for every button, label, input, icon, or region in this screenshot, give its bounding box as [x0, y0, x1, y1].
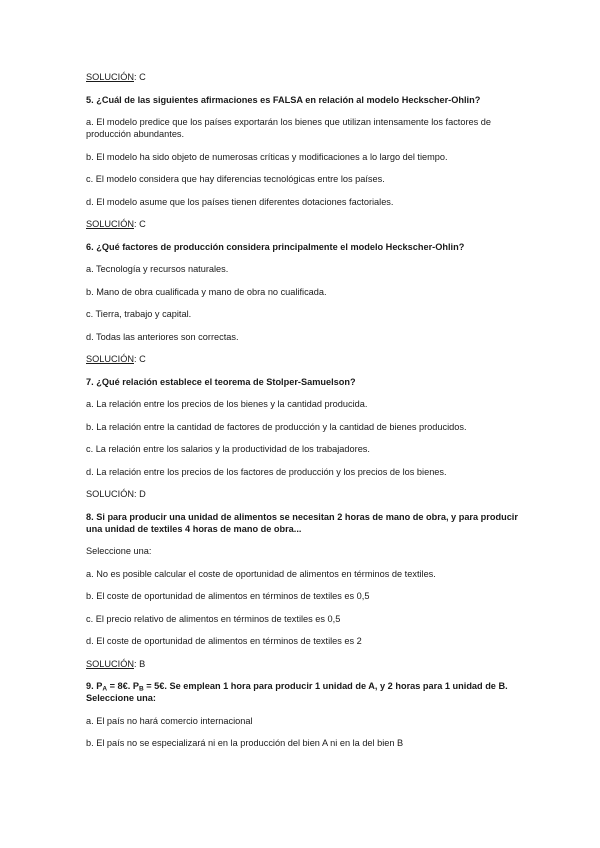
price-symbol: P	[96, 681, 103, 691]
question-text: 8. Si para producir una unidad de alimentos se necesitan 2 horas de mano de obra, y para producir una unidad de textiles 4 horas de mano de obra...	[86, 511, 518, 534]
solution-line	[86, 353, 526, 365]
answer-option: d. La relación entre los precios de los factores de producción y los precios de los bienes.	[86, 466, 447, 477]
solution-answer: : C	[134, 354, 146, 364]
solution-label: SOLUCIÓN	[86, 354, 134, 364]
question-text	[86, 680, 526, 704]
solution-label: SOLUCIÓN	[86, 219, 134, 229]
answer-option: b. La relación entre la cantidad de factores de producción y la cantidad de bienes producidos.	[86, 421, 467, 432]
question-rest: Se emplean 1 hora para producir 1 unidad de A, y 2 horas para 1 unidad de B. Seleccione una:	[86, 681, 508, 703]
answer-option: a. La relación entre los precios de los bienes y la cantidad producida.	[86, 399, 368, 409]
price-subscript: B	[139, 685, 144, 693]
answer-option: c. La relación entre los salarios y la productividad de los trabajadores.	[86, 444, 370, 454]
document-content	[86, 71, 526, 749]
answer-option: a. El país no hará comercio internacional	[86, 715, 253, 726]
answer-option: d. Todas las anteriores son correctas.	[86, 331, 239, 342]
solution-answer: : D	[134, 489, 146, 499]
question-number: 9.	[86, 681, 97, 691]
answer-option: c. El modelo considera que hay diferencias tecnológicas entre los países.	[86, 174, 385, 184]
answer-option: a. No es posible calcular el coste de oportunidad de alimentos en términos de textiles.	[86, 568, 436, 579]
solution-answer: : C	[134, 72, 146, 82]
answer-option: d. El modelo asume que los países tienen diferentes dotaciones factoriales.	[86, 196, 394, 207]
answer-option: b. Mano de obra cualificada y mano de obra no cualificada.	[86, 286, 327, 297]
solution-line	[86, 218, 526, 230]
price-symbol: P	[132, 681, 139, 691]
price-subscript: A	[102, 685, 108, 693]
answer-option: b. El modelo ha sido objeto de numerosas críticas y modificaciones a lo largo del tiempo.	[86, 151, 448, 162]
answer-option: a. El modelo predice que los países exportarán los bienes que utilizan intensamente los factores de producción abundantes.	[86, 117, 492, 139]
answer-option: b. El país no se especializará ni en la producción del bien A ni en la del bien B	[86, 738, 404, 748]
price-value: = 5€.	[143, 681, 167, 691]
solution-answer: : C	[134, 219, 146, 229]
answer-option: b. El coste de oportunidad de alimentos en términos de textiles es 0,5	[86, 591, 370, 601]
answer-option: d. El coste de oportunidad de alimentos en términos de textiles es 2	[86, 636, 362, 646]
solution-answer: : B	[134, 658, 146, 669]
solution-line	[86, 488, 526, 500]
answer-option: c. El precio relativo de alimentos en términos de textiles es 0,5	[86, 613, 341, 624]
question-text: 5. ¿Cuál de las siguientes afirmaciones es FALSA en relación al modelo Heckscher-Ohlin?	[86, 94, 481, 105]
answer-option: c. Tierra, trabajo y capital.	[86, 309, 192, 319]
question-text: 7. ¿Qué relación establece el teorema de Stolper-Samuelson?	[86, 376, 356, 387]
question-text: 6. ¿Qué factores de producción considera principalmente el modelo Heckscher-Ohlin?	[86, 241, 465, 252]
price-value: = 8€.	[107, 681, 133, 691]
answer-option: Seleccione una:	[86, 546, 152, 556]
solution-label: SOLUCIÓN	[86, 489, 134, 499]
answer-option: a. Tecnología y recursos naturales.	[86, 264, 229, 274]
solution-line	[86, 658, 526, 670]
solution-line	[86, 71, 526, 83]
solution-label: SOLUCIÓN	[86, 658, 134, 669]
solution-label: SOLUCIÓN	[86, 72, 134, 82]
